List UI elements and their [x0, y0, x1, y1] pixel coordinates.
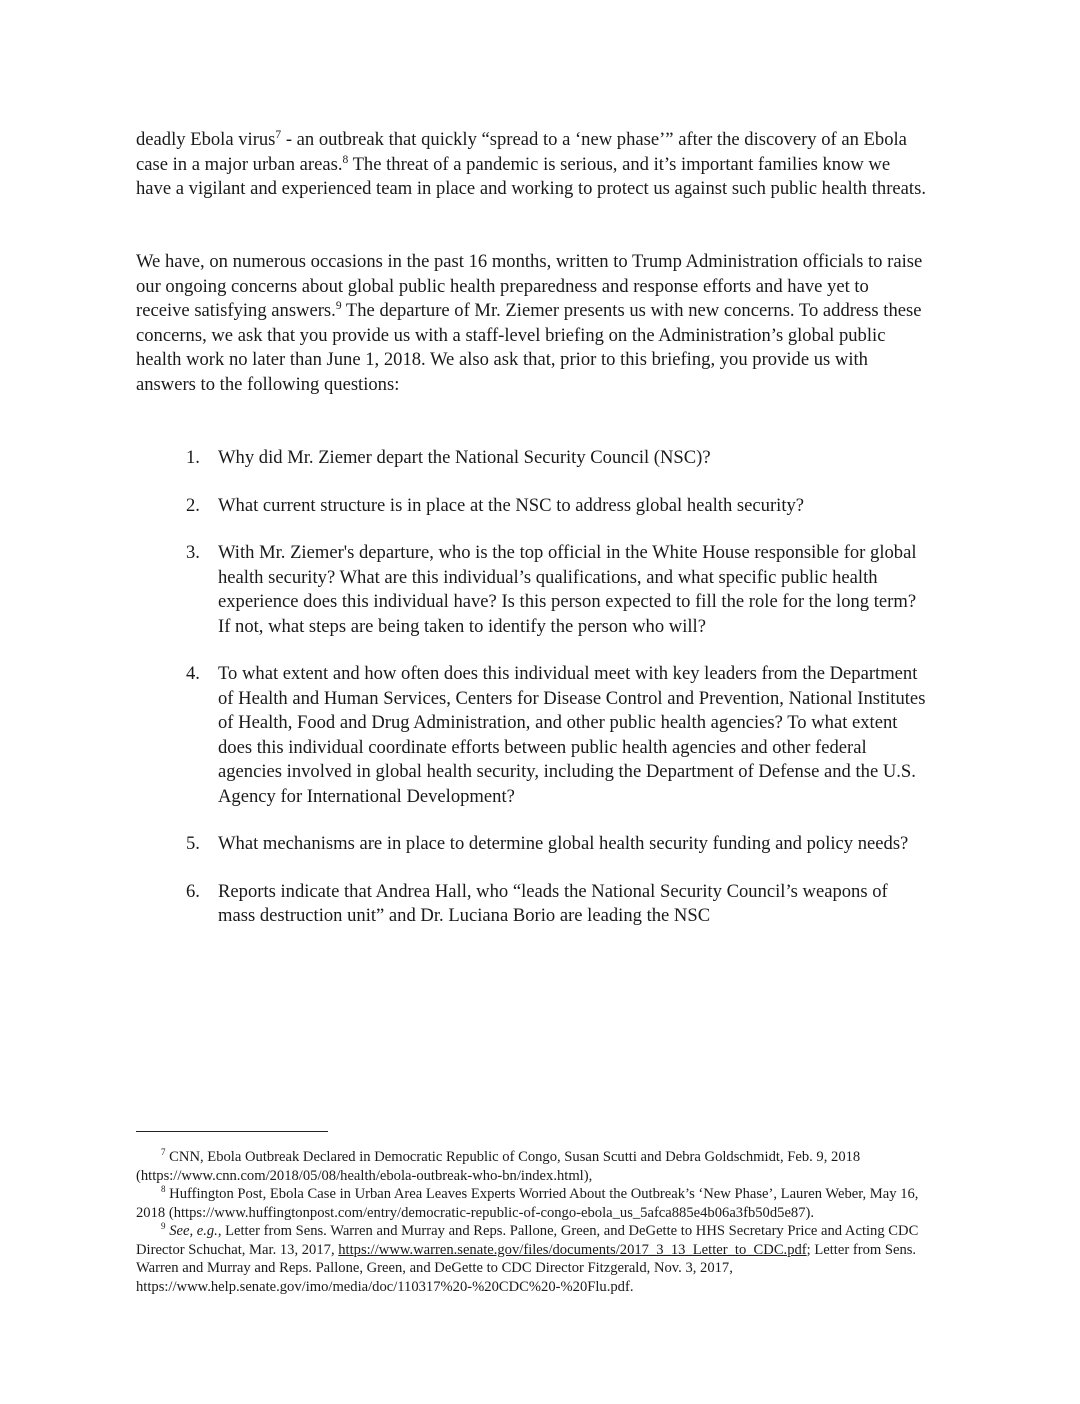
- list-item: [136, 541, 926, 639]
- question-number: 4.: [186, 663, 200, 684]
- footnote-link[interactable]: https://www.warren.senate.gov/files/documents/2017_3_13_Letter_to_CDC.pdf: [338, 1241, 807, 1258]
- footnote-signal: See, e.g.: [169, 1223, 218, 1239]
- question-text: What mechanisms are in place to determine global health security funding and policy needs?: [218, 833, 909, 854]
- footnote-mark: 7: [161, 1147, 166, 1158]
- list-item: [136, 662, 926, 809]
- question-text: What current structure is in place at the NSC to address global health security?: [218, 494, 805, 516]
- question-text: With Mr. Ziemer's departure, who is the top official in the White House responsible for global health security? What are this individual’s qualifications, and what specific public health experience does this individual have? Is this person expected to fill the role for the long term? If not, what steps are being taken to identify the person who will?: [218, 542, 917, 637]
- question-number: 5.: [186, 833, 200, 854]
- question-number: 6.: [186, 880, 200, 902]
- question-list: [136, 446, 926, 952]
- footnote-mark: 9: [161, 1221, 166, 1232]
- footnote-ref-7: 7: [275, 128, 282, 141]
- footnote-ref-8: 8: [342, 153, 349, 166]
- list-item: [136, 446, 926, 471]
- paragraph-ebola-context: [136, 128, 926, 202]
- list-item: [136, 880, 926, 929]
- footnote-text: , Letter from Sens. Warren and Murray and Reps. Pallone, Green, and DeGette to HHS Secretary Price and Acting CDC Director Schuchat, Mar. 13, 2017,: [136, 1223, 919, 1258]
- question-text: To what extent and how often does this individual meet with key leaders from the Department of Health and Human Services, Centers for Disease Control and Prevention, National Institutes of Health, Food and Drug Administration, and other public health agencies? To what extent does this individual coordinate efforts between public health agencies and other federal agencies involved in global health security, including the Department of Defense and the U.S. Agency for International Development?: [218, 663, 926, 807]
- footnote-ref-9: 9: [335, 299, 342, 312]
- footnote-text: Huffington Post, Ebola Case in Urban Area Leaves Experts Worried About the Outbreak’s ‘New Phase’, Lauren Weber, May 16, 2018 (https://www.huffingtonpost.com/entry/democratic-republic-of-congo-ebola_us_5afca885e4b06a3fb50d5e87).: [136, 1186, 919, 1221]
- footnote-text: CNN, Ebola Outbreak Declared in Democratic Republic of Congo, Susan Scutti and Debra Goldschmidt, Feb. 9, 2018 (https://www.cnn.com/2018/05/08/health/ebola-outbreak-who-bn/index.html),: [136, 1149, 861, 1184]
- footnote-mark: 8: [161, 1184, 166, 1195]
- footnote-8: [136, 1185, 926, 1222]
- footnote-7: [136, 1148, 926, 1185]
- paragraph-text: The threat of a pandemic is serious, and it’s important families know we have a vigilant and experienced team in place and working to protect us against such public health threats.: [136, 153, 926, 199]
- paragraph-text: We have, on numerous occasions in the past 16 months, written to Trump Administration officials to raise our ongoing concerns about global public health preparedness and response efforts and have yet to receive satisfying answers.: [136, 251, 923, 321]
- question-number: 2.: [186, 494, 200, 516]
- question-text: Reports indicate that Andrea Hall, who “leads the National Security Council’s weapons of mass destruction unit” and Dr. Luciana Borio are leading the NSC: [218, 880, 888, 926]
- list-item: [136, 494, 926, 519]
- footnote-divider: [136, 1131, 328, 1132]
- footnotes-section: [136, 1148, 926, 1296]
- paragraph-text: - an outbreak that quickly “spread to a ‘new phase’” after the discovery of an Ebola case in a major urban areas.: [136, 129, 907, 175]
- question-number: 1.: [186, 447, 200, 468]
- paragraph-text: The departure of Mr. Ziemer presents us with new concerns. To address these concerns, we ask that you provide us with a staff-level briefing on the Administration’s global public health work no later than June 1, 2018. We also ask that, prior to this briefing, you provide us with answers to the following questions:: [136, 300, 922, 395]
- footnote-9: [136, 1222, 926, 1296]
- list-item: [136, 832, 926, 857]
- question-text: Why did Mr. Ziemer depart the National Security Council (NSC)?: [218, 447, 711, 468]
- footnote-text: ; Letter from Sens. Warren and Murray and Reps. Pallone, Green, and DeGette to CDC Director Fitzgerald, Nov. 3, 2017, https://www.help.senate.gov/imo/media/doc/110317%20-%20CDC%20-%20Flu.pdf.: [136, 1241, 917, 1295]
- question-number: 3.: [186, 542, 200, 563]
- paragraph-text: deadly Ebola virus: [136, 129, 276, 150]
- paragraph-request: [136, 250, 926, 397]
